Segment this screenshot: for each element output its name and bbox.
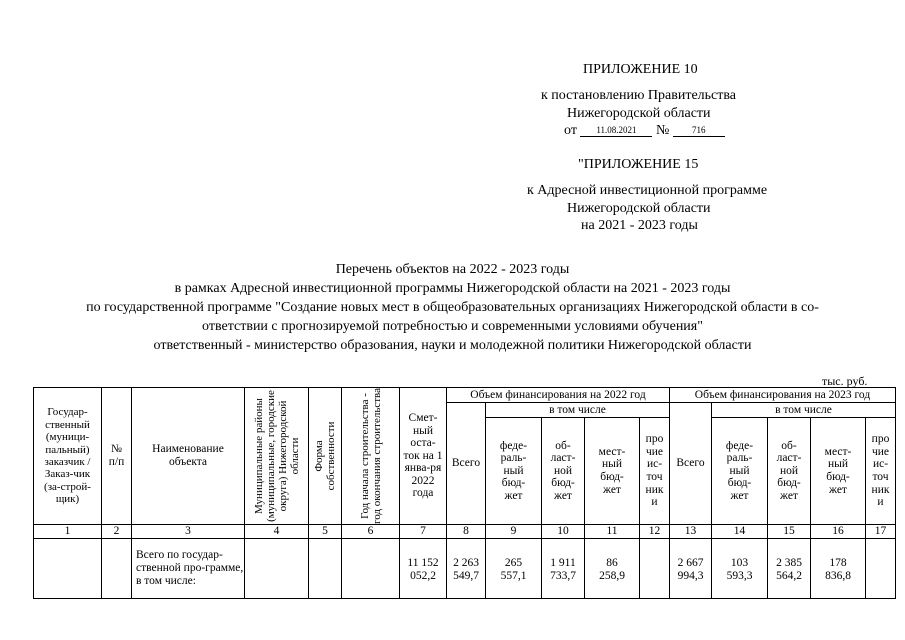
table-row-total xyxy=(34,539,896,599)
column-number: 6 xyxy=(342,525,400,539)
cell-number xyxy=(102,539,132,599)
number-sign: № xyxy=(655,123,670,138)
column-number: 16 xyxy=(811,525,866,539)
cell-2022-federal: 265 557,1 xyxy=(486,539,542,599)
appendix-10-label: ПРИЛОЖЕНИЕ 10 xyxy=(583,62,698,77)
column-number: 9 xyxy=(486,525,542,539)
column-number: 1 xyxy=(34,525,102,539)
list-title-4: ответствии с прогнозируемой потребностью и современными условиями обучения" xyxy=(202,319,703,334)
cell-2023-local: 178 836,8 xyxy=(811,539,866,599)
column-number: 2 xyxy=(102,525,132,539)
cell-object-name: Всего по государ-ственной про-грамме, в том числе: xyxy=(132,539,245,599)
column-number: 10 xyxy=(542,525,585,539)
header-2022-local: мест-ный бюд-жет xyxy=(585,418,640,525)
cell-2022-other xyxy=(640,539,670,599)
list-title-2: в рамках Адресной инвестиционной программы Нижегородской области на 2021 - 2023 годы xyxy=(174,281,731,296)
header-2022-regional: об-ласт-ной бюд-жет xyxy=(542,418,585,525)
header-estimate-balance: Смет-ный оста-ток на 1 янва-ря 2022 года xyxy=(400,388,447,525)
column-number-row xyxy=(34,525,896,539)
header-2022-total: Всего xyxy=(447,403,486,525)
decree-date: 11.08.2021 xyxy=(580,122,652,137)
cell-2023-total: 2 667 994,3 xyxy=(670,539,712,599)
cell-2023-regional: 2 385 564,2 xyxy=(768,539,811,599)
column-number: 7 xyxy=(400,525,447,539)
cell-2022-local: 86 258,9 xyxy=(585,539,640,599)
header-ownership: Форма собственности xyxy=(309,388,342,525)
header-2023-local: мест-ный бюд-жет xyxy=(811,418,866,525)
program-line-1: к Адресной инвестиционной программе xyxy=(527,183,768,198)
header-2022-federal: феде-раль-ный бюд-жет xyxy=(486,418,542,525)
column-number: 12 xyxy=(640,525,670,539)
program-line-3: на 2021 - 2023 годы xyxy=(581,218,698,233)
list-title-3: по государственной программе "Создание новых мест в общеобразовательных организациях Нижегородской области в со- xyxy=(86,300,819,315)
to-decree-line-1: к постановлению Правительства xyxy=(541,88,737,103)
cell-years xyxy=(342,539,400,599)
header-2023-other: про чие ис-точ ник и xyxy=(866,418,896,525)
column-number: 14 xyxy=(712,525,768,539)
cell-2022-total: 2 263 549,7 xyxy=(447,539,486,599)
header-2022-including: в том числе xyxy=(486,403,670,418)
cell-customer xyxy=(34,539,102,599)
header-construction-years: Год начала строительства - год окончания строительства xyxy=(342,388,400,525)
header-financing-2023: Объем финансирования на 2023 год xyxy=(670,388,896,403)
column-number: 11 xyxy=(585,525,640,539)
header-2023-federal: феде-раль-ный бюд-жет xyxy=(712,418,768,525)
to-decree-line-2: Нижегородской области xyxy=(567,106,711,121)
cell-2023-federal: 103 593,3 xyxy=(712,539,768,599)
appendix-15-label: "ПРИЛОЖЕНИЕ 15 xyxy=(578,157,699,172)
column-number: 5 xyxy=(309,525,342,539)
column-number: 17 xyxy=(866,525,896,539)
column-number: 13 xyxy=(670,525,712,539)
decree-date-line xyxy=(564,122,725,139)
list-title-5: ответственный - министерство образования, науки и молодежной политики Нижегородской области xyxy=(153,338,752,353)
header-2023-including: в том числе xyxy=(712,403,896,418)
cell-2023-other xyxy=(866,539,896,599)
date-prefix: от xyxy=(564,123,577,138)
objects-table xyxy=(33,387,896,599)
header-2022-other: про чие ис-точ ник и xyxy=(640,418,670,525)
units-label: тыс. руб. xyxy=(822,374,868,388)
list-title-1: Перечень объектов на 2022 - 2023 годы xyxy=(335,262,570,277)
header-districts: Муниципальные районы (муниципальные, городские округа) Нижегородской области xyxy=(245,388,309,525)
column-number: 15 xyxy=(768,525,811,539)
header-2023-regional: об-ласт-ной бюд-жет xyxy=(768,418,811,525)
program-line-2: Нижегородской области xyxy=(567,201,711,216)
cell-districts xyxy=(245,539,309,599)
header-customer: Государ-ственный (муници-пальный) заказчик / Заказ-чик (за-строй-щик) xyxy=(34,388,102,525)
header-2023-total: Всего xyxy=(670,403,712,525)
header-number: № п/п xyxy=(102,388,132,525)
cell-estimate: 11 152 052,2 xyxy=(400,539,447,599)
header-financing-2022: Объем финансирования на 2022 год xyxy=(447,388,670,403)
header-object-name: Наименование объекта xyxy=(132,388,245,525)
cell-2022-regional: 1 911 733,7 xyxy=(542,539,585,599)
column-number: 8 xyxy=(447,525,486,539)
column-number: 4 xyxy=(245,525,309,539)
cell-ownership xyxy=(309,539,342,599)
decree-number: 716 xyxy=(673,122,725,137)
column-number: 3 xyxy=(132,525,245,539)
